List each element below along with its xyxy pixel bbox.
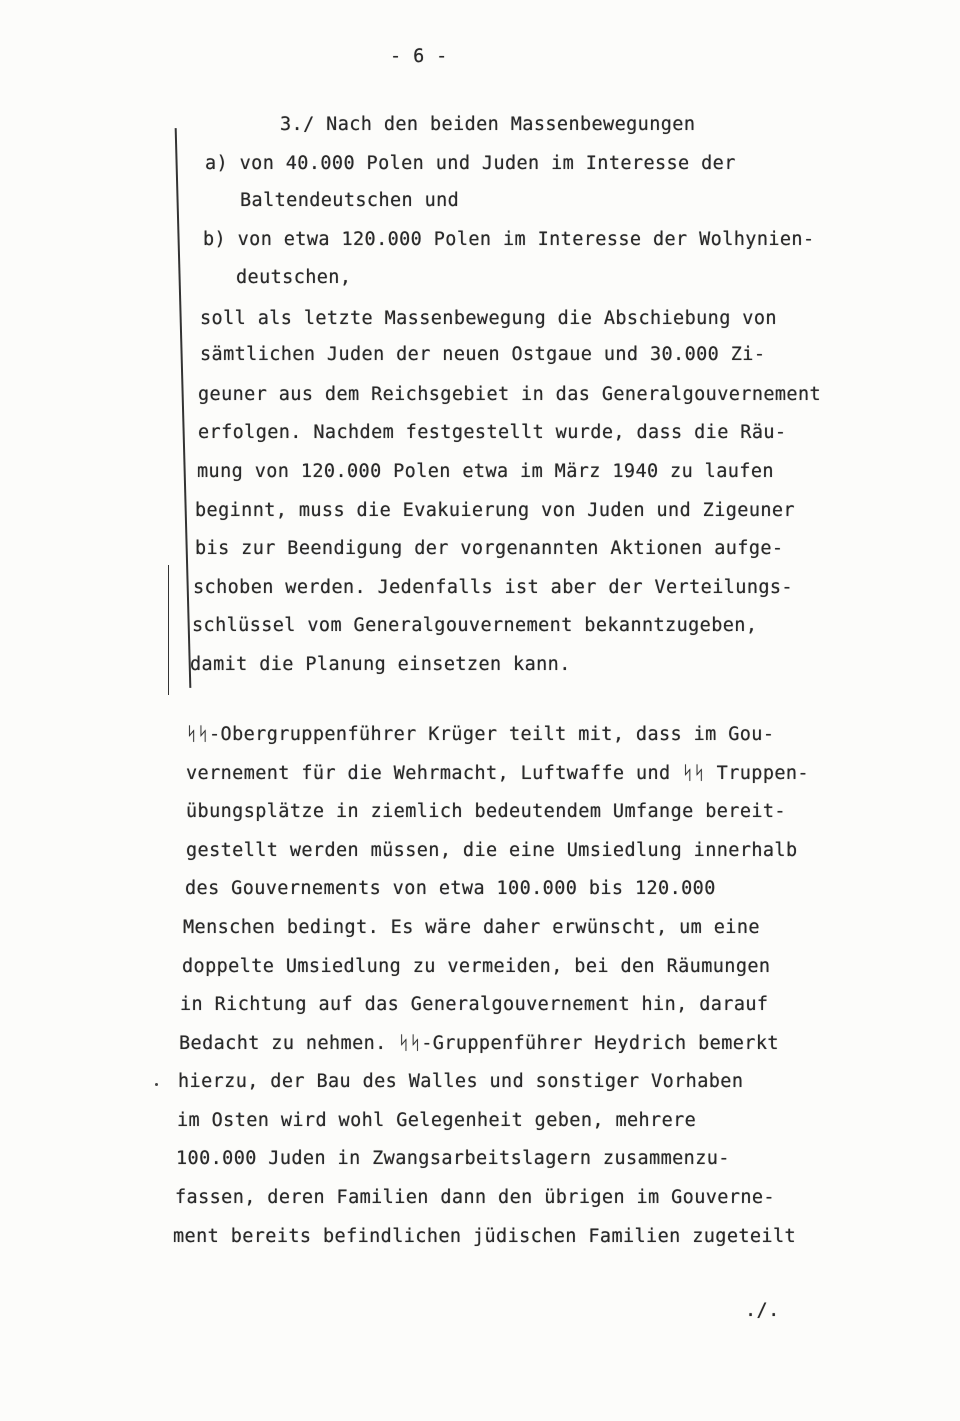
section-line: soll als letzte Massenbewegung die Abschiebung von [200,308,777,329]
paragraph-line: doppelte Umsiedlung zu vermeiden, bei den Räumungen [182,956,771,977]
margin-bracket [175,128,192,688]
continuation-mark: ./. [745,1300,780,1321]
section-line: 3./ Nach den beiden Massenbewegungen [280,114,696,135]
paragraph-line: gestellt werden müssen, die eine Umsiedlung innerhalb [186,840,798,861]
paragraph-line: 100.000 Juden in Zwangsarbeitslagern zusammenzu- [176,1148,730,1169]
paragraph-line: ment bereits befindlichen jüdischen Familien zugeteilt [173,1226,797,1247]
paragraph-line: des Gouvernements von etwa 100.000 bis 120.000 [185,878,716,899]
paragraph-line: vernement für die Wehrmacht, Luftwaffe und ᛋᛋ Truppen- [186,763,809,784]
section-line: a) von 40.000 Polen und Juden im Interesse der [205,153,736,174]
section-line: schoben werden. Jedenfalls ist aber der Verteilungs- [193,577,793,598]
paragraph-line: übungsplätze in ziemlich bedeutendem Umfange bereit- [186,801,786,822]
section-line: sämtlichen Juden der neuen Ostgaue und 30.000 Zi- [200,344,766,365]
paragraph-line: Bedacht zu nehmen. ᛋᛋ-Gruppenführer Heydrich bemerkt [179,1033,779,1054]
page-number: - 6 - [390,46,448,67]
paragraph-line: ᛋᛋ-Obergruppenführer Krüger teilt mit, dass im Gou- [186,724,775,745]
section-line: deutschen, [236,267,352,288]
section-line: mung von 120.000 Polen etwa im März 1940 zu laufen [197,461,774,482]
section-line: geuner aus dem Reichsgebiet in das Generalgouvernement [198,384,822,405]
paragraph-line: im Osten wird wohl Gelegenheit geben, mehrere [177,1110,697,1131]
paragraph-line: fassen, deren Familien dann den übrigen im Gouverne- [175,1187,775,1208]
section-line: beginnt, muss die Evakuierung von Juden und Zigeuner [195,500,795,521]
section-line: damit die Planung einsetzen kann. [190,654,571,675]
paragraph-line: hierzu, der Bau des Walles und sonstiger Vorhaben [178,1071,744,1092]
section-line: bis zur Beendigung der vorgenannten Aktionen aufge- [195,538,784,559]
margin-dot [155,1083,158,1086]
section-line: erfolgen. Nachdem festgestellt wurde, dass die Räu- [198,422,787,443]
section-line: Baltendeutschen und [240,190,460,211]
paragraph-line: Menschen bedingt. Es wäre daher erwünscht, um eine [183,917,760,938]
paragraph-line: in Richtung auf das Generalgouvernement hin, darauf [180,994,769,1015]
section-line: b) von etwa 120.000 Polen im Interesse der Wolhynien- [203,229,815,250]
margin-line [168,565,169,695]
section-line: schlüssel vom Generalgouvernement bekanntzugeben, [192,615,758,636]
